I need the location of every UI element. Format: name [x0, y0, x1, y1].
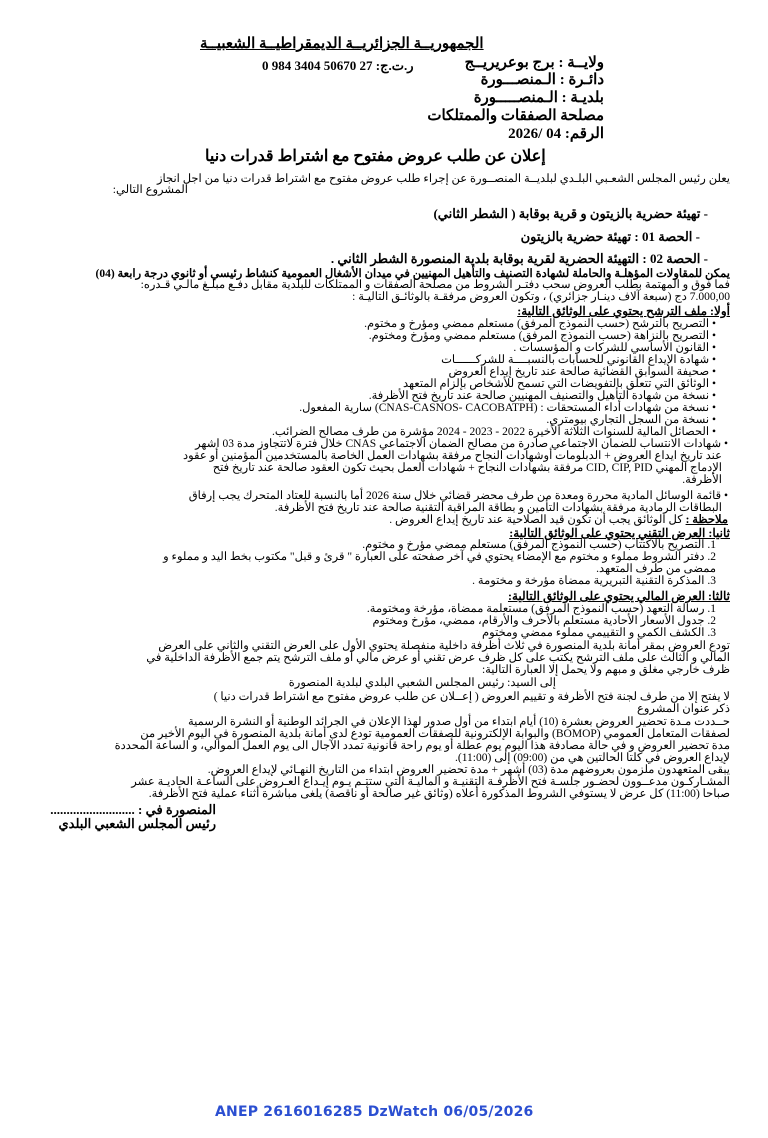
- cnas-item-text: • شهادات الانتساب للضمان الاجتماعي صادرة من مصالح الضمان الاجتماعي CNAS خلال فترة لاتتجاوز مدة 03 اشهر: [195, 438, 728, 450]
- eligibility-line-2: فما فوق و المهتمة بطلب العروض سحب دفتـر الشروط من مصلحة الصفقات و الممتلكات للبلدية مقابل دفـع مبلـغ مالـي قـدره:: [140, 279, 730, 291]
- section1-item-text: • شهادة الإيداع القانوني للحسابات بالنسبــــة للشركــــــات: [441, 354, 716, 366]
- cnas-item-line-2: عند تاريخ ايداع العروض + الدبلومات أوشهادات النجاح مرفقة بشهادات العمل الخاصة بالمستخدمين المؤمنين أو عقود: [182, 450, 722, 462]
- project-name: - تهيئة حضرية بالزيتون و قرية بوقابة ( الشطر الثاني): [433, 206, 708, 221]
- section1-item: [369, 390, 716, 402]
- section3-item: 3. الكشف الكمي و التقييمي مملوء ممضي ومختوم: [482, 627, 716, 639]
- intro-line-1: يعلن رئيس المجلس الشعـبي البلـدي لبلديــة المنصــورة عن إجراء طلب عروض مفتوح مع اشتراط قدرات دنيا من اجل انجاز: [156, 173, 730, 185]
- section1-item: [364, 318, 716, 330]
- project-lot-1: - الحصة 01 : تهيئة حضرية بالزيتون: [520, 229, 700, 244]
- section1-item: [369, 330, 716, 342]
- section1-item: [513, 342, 716, 354]
- section1-heading: أولا: ملف الترشح يحتوي على الوثائق التالية:: [517, 304, 730, 318]
- section1-item-text: • نسخة من السجل التجاري بيومتري.: [546, 414, 716, 426]
- service-label: مصلحة الصفقات والممتلكات: [427, 108, 604, 124]
- deposit-project-title: ذكر عنوان المشروع: [637, 703, 730, 715]
- signature-title: رئيس المجلس الشعبي البلدي: [58, 816, 216, 831]
- section2-item: 2. دفتر الشروط مملوء و مختوم مع الإمضاء يحتوي في آخر صفحته على العبارة " قرئ و قبل" مكتوب بخط اليد و مملوء و: [163, 551, 716, 563]
- project-lot-2: - الحصة 02 : التهيئة الحضرية لقرية بوقابة بلدية المنصورة الشطر الثاني .: [330, 251, 708, 266]
- equipment-item-line-2: البطاقات الرمادية مرفقة بشهادات التأمين و بطاقة المراقبة التقنية صالحة عند تاريخ فتح الأظرفة.: [274, 502, 722, 514]
- equipment-item-line-1: [189, 490, 728, 502]
- tax-id: ر.ت.ج: 27 50670 3404 984 0: [262, 58, 414, 73]
- deposit-address: إلى السيد: رئيس المجلس الشعبي البلدي لبلدية المنصورة: [288, 677, 556, 689]
- note-text: كل الوثائق يجب أن تكون قيد الصلاحية عند تاريخ إيداع العروض .: [389, 514, 686, 526]
- section3-item: 2. جدول الأسعار الأحادية مستعلم بالأحرف والأرقام، ممضي، مؤرخ ومختوم: [372, 615, 716, 627]
- announcement-title: إعلان عن طلب عروض مفتوح مع اشتراط قدرات دنيا: [205, 148, 546, 165]
- eligibility-line-1: يمكن للمقاولات المؤهلـة والحاملة لشهادة التصنيف والتأهيل المهنيين في ميدان الأشغال العمومية كنشاط رئيسي أو ثانوي درجة رابعة (04): [95, 268, 730, 280]
- timing-line-2: لصفقات المتعامل العمومي (BOMOP) والبوابة الإلكترونية للصفقات العمومية تودع لدى أمانة بلدية المنصورة في اليوم الأخير من: [140, 728, 730, 740]
- deposit-line-3: ظرف خارجي مغلق و مبهم ولا يحمل إلا العبارة التالية:: [481, 664, 730, 676]
- baladia-label: بلديـة : الـمنصـــــورة: [473, 90, 604, 106]
- section1-item: [299, 402, 716, 414]
- section3-heading: ثالثا: العرض المالي يحتوي على الوثائق التالية:: [507, 589, 730, 603]
- timing-line-3: مدة تحضير العروض و في حالة مصادفة هذا اليوم يوم عطلة أو يوم راحة قانونية تمدد الآجال الى يوم العمل الموالي، و الساعة المحددة: [114, 740, 730, 752]
- section1-item: [448, 366, 716, 378]
- timing-line-4: لإيداع العروض في كلتا الحالتين هي من (09:00) إلى (11:00).: [455, 752, 730, 764]
- section1-item-text: • التصريح بالنزاهة (حسب النموذج المرفق) مستعلم ممضي ومؤرخ ومختوم.: [369, 330, 716, 342]
- section1-item-text: • التصريح بالترشح (حسب النموذج المرفق) مستعلم ممضي ومؤرخ و مختوم.: [364, 318, 716, 330]
- section1-item: [403, 378, 716, 390]
- daira-label: دائـرة : الـمنصـــورة: [480, 72, 604, 88]
- signature-place: المنصورة في : ..........................: [50, 802, 216, 817]
- section2-item: 3. المذكرة التقنية التبريرية ممضاة مؤرخة و مختومة .: [472, 575, 716, 587]
- section1-item-text: • القانون الأساسي للشركات و المؤسسات .: [513, 342, 716, 354]
- cnas-item-line-1: [195, 438, 728, 450]
- cnas-item-line-4: الأظرفة.: [682, 474, 722, 486]
- section2-item: ممضى من طرف المتعهد.: [596, 563, 716, 575]
- section1-item-text: • نسخة من شهادة التأهيل والتصنيف المهنيين صالحة عند تاريخ فتح الأظرفة.: [369, 390, 716, 402]
- reference-number: الرقم: 04 /2026: [508, 126, 604, 142]
- equipment-item-text: • قائمة الوسائل المادية محررة ومعدة من طرف محضر قضائي خلال سنة 2026 أما بالنسبة للعتاد المتحرك يجب إرفاق: [189, 490, 728, 502]
- section1-item-text: • صحيفة السوابق القضائية صالحة عند تاريخ إيداع العروض: [448, 366, 716, 378]
- republic-title: الجمهوريــة الجزائريــة الديمقراطيــة الشعبيــة: [200, 36, 484, 52]
- note-line: [389, 514, 728, 526]
- section2-item: 1. التصريح بالاكتتاب (حسب النموذج المرفق) مستعلم ممضي مؤرخ و مختوم.: [362, 539, 716, 551]
- section1-item-text: • نسخة من شهادات أداء المستحقات : (CNAS-CASNOS- CACOBATPH) سارية المفعول.: [299, 402, 716, 414]
- section3-item: 1. رسالة التعهد (حسب النموذج المرفق) مستعلمة ممضاة، مؤرخة ومختومة.: [366, 603, 716, 615]
- wilaya-label: ولايــة : برج بوعريريــج: [464, 55, 604, 71]
- section2-heading: ثانيا: العرض التقني يحتوي على الوثائق التالية:: [509, 526, 730, 540]
- timing-line-1: حــددت مـدة تحضير العروض بعشرة (10) أيام ابتداء من أول صدور لهذا الإعلان في الجرائد الوطنية أو النشرة الرسمية: [188, 716, 730, 728]
- deposit-envelope-note: لا يفتح إلا من طرف لجنة فتح الأظرفة و تقييم العروض ( إعــلان عن طلب عروض مفتوح مع اشتراط قدرات دنيا ): [213, 691, 730, 703]
- timing-line-7: صباحا (11:00) كل عرض لا يستوفي الشروط المذكورة أعلاه (وثائق غير صالحة أو ناقصة) يلغى مباشرة أثناء عملية فتح الأظرفة.: [148, 788, 730, 800]
- section1-item: [546, 414, 716, 426]
- section1-item: [441, 354, 716, 366]
- section1-item-text: • الحصائل المالية للسنوات الثلاثة الأخيرة 2022 - 2023 - 2024 مؤشرة من طرف مصالح الضرائب.: [272, 426, 716, 438]
- intro-line-2: المشروع التالي:: [112, 184, 188, 196]
- timing-line-6: المشـاركـون مدعــوون لحضـور جلسـة فتح الأظرفـة التقنيـة و الماليـة التي ستتـم يـوم إيـداع العـروض على الساعـة الحاديـة عشر: [131, 776, 730, 788]
- anep-footer: ANEP 2616016285 DzWatch 06/05/2026: [215, 1104, 534, 1120]
- section1-item-text: • الوثائق التي تتعلق بالتفويضات التي تسمح للأشخاص بإلزام المتعهد: [403, 378, 716, 390]
- timing-line-5: يبقى المتعهدون ملزمون بعروضهم مدة (03) أشهر + مدة تحضير العروض ابتداء من التاريخ النهـائي لإيداع العروض.: [207, 764, 730, 776]
- cnas-item-line-3: الإدماج المهني CID, CIP, PID مرفقة بشهادات النجاح + شهادات العمل بحيث تكون العقود صالحة عند تاريخ فتح: [212, 462, 722, 474]
- deposit-line-2: المالي و الثالث على ملف الترشح يكتب على كل ظرف عرض تقني أو عرض مالي أو ملف الترشح يتم جمع الأظرفة الداخلية في: [146, 652, 730, 664]
- note-label: ملاحظة :: [685, 514, 728, 526]
- deposit-line-1: تودع العروض بمقر أمانة بلدية المنصورة في ثلاث أظرفة داخلية منفصلة يحتوي الأول على العرض التقني والثاني على العرض: [158, 640, 730, 652]
- eligibility-line-3: 7.000,00 دج (سبعة آلاف دينـار جزائري) ، وتكون العروض مرفقـة بالوثائـق التاليـة :: [352, 291, 730, 303]
- section1-item: [272, 426, 716, 438]
